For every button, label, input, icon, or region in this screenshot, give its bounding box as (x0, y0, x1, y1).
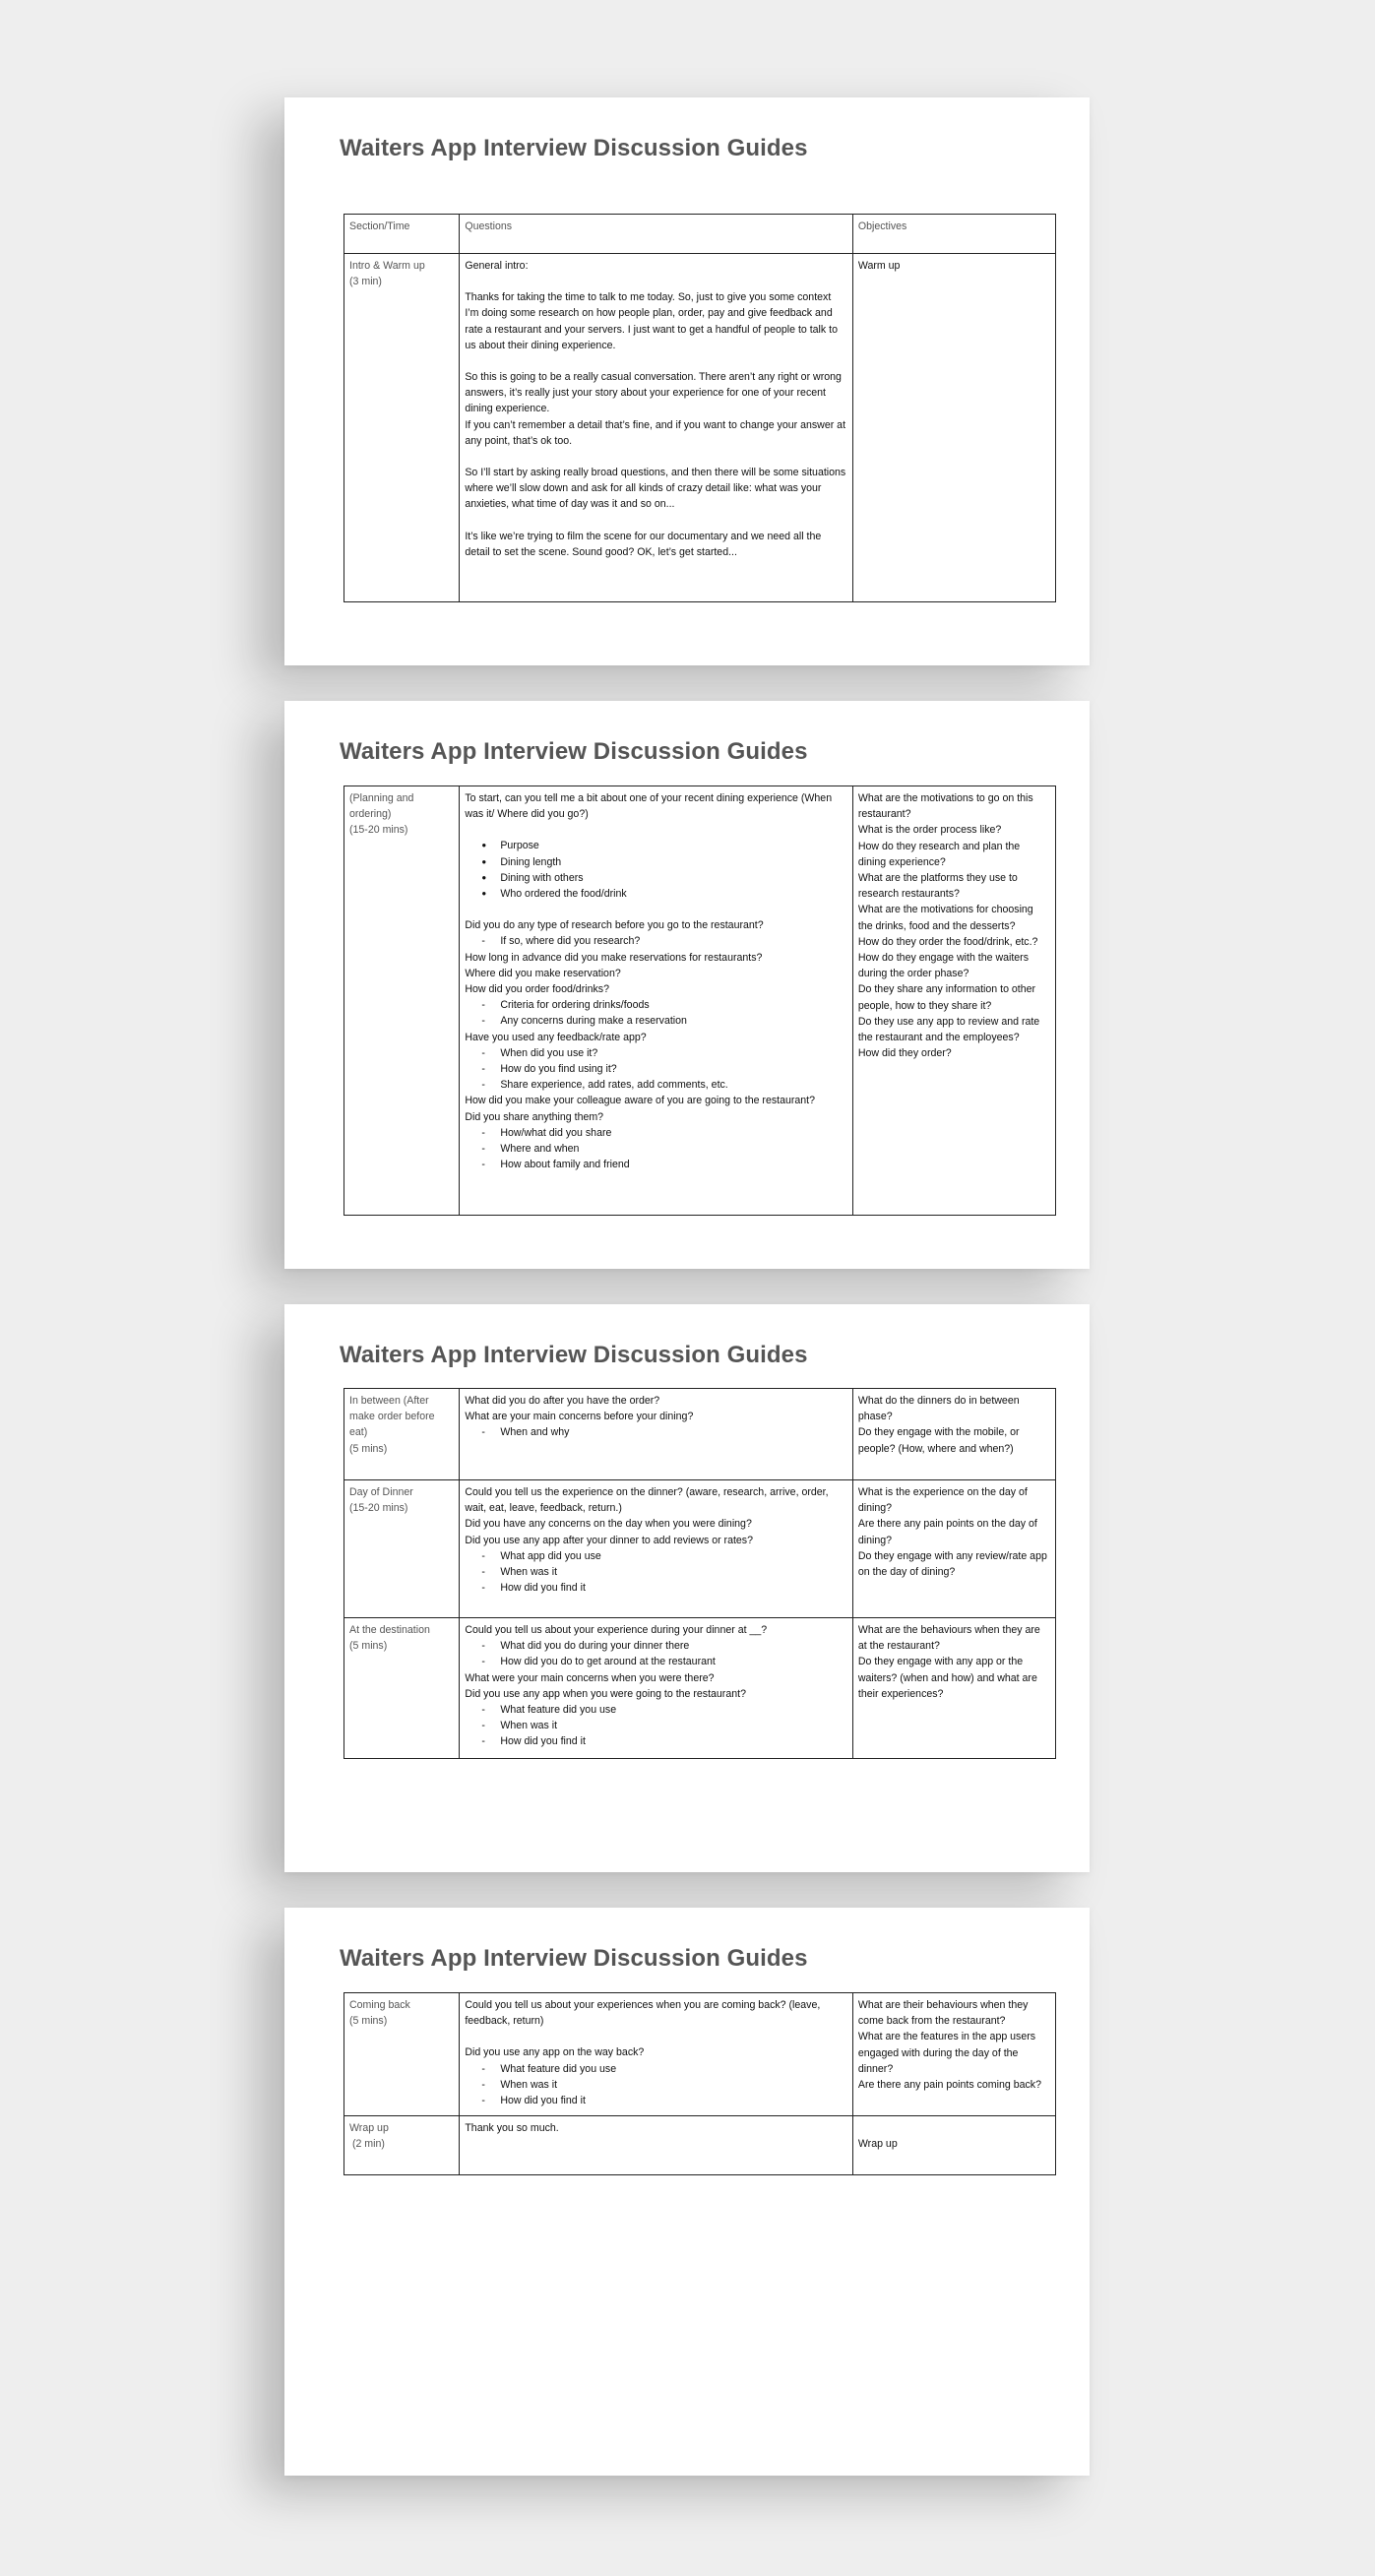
list-item: - Where and when (465, 1141, 847, 1157)
section-cell (344, 1618, 460, 1759)
objectives-cell (852, 1618, 1055, 1759)
list-item: - How/what did you share (465, 1125, 847, 1141)
section-time: (15-20 mins) (349, 824, 408, 837)
objective-text: What do the dinners do in between phase? (857, 1395, 1020, 1423)
question-text: What are your main concerns before your dining? (465, 1411, 694, 1423)
list-item: - What feature did you use (465, 1702, 847, 1718)
section-time: (15-20 mins) (349, 1502, 408, 1515)
question-text: Have you used any feedback/rate app? (465, 1031, 647, 1043)
objective-text: Are there any pain points coming back? (857, 2079, 1041, 2092)
question-text: If you can’t remember a detail that’s fine, and if you want to change your answer at any point, that’s ok too. (465, 418, 846, 447)
list-item: - How did you find it (465, 2093, 847, 2108)
section-label: Wrap up (349, 2122, 389, 2134)
question-text: General intro: (465, 260, 529, 272)
objective-text: What are their behaviours when they come back from the restaurant? (857, 1999, 1029, 2028)
section-cell (344, 1389, 460, 1480)
section-label: eat) (349, 1426, 368, 1439)
page-title: Waiters App Interview Discussion Guides (340, 1342, 808, 1368)
questions-cell (460, 1993, 853, 2116)
objective-text: What are the features in the app users engaged with during the day of the dinner? (857, 2031, 1036, 2075)
section-time: (5 mins) (349, 2015, 388, 2028)
dash-list (465, 1045, 847, 1094)
dash-list (465, 933, 847, 949)
guide-table (344, 785, 1056, 1216)
question-text: So this is going to be a really casual conversation. There aren’t any right or wrong answers, it’s really just your story about your experience for one of your recent dining experience. (465, 371, 842, 415)
questions-cell (460, 1480, 853, 1618)
question-text: Did you have any concerns on the day when you were dining? (465, 1518, 752, 1531)
objective-text: How do they order the food/drink, etc.? (857, 935, 1038, 948)
objective-text: What are the platforms they use to research restaurants? (857, 872, 1018, 901)
header-objectives: Objectives (852, 215, 1055, 254)
question-text: How did you make your colleague aware of you are going to the restaurant? (465, 1095, 816, 1107)
question-text: Could you tell us about your experience during your dinner at __? (465, 1624, 768, 1636)
list-item: - Criteria for ordering drinks/foods (465, 997, 847, 1013)
section-label: In between (After (349, 1395, 429, 1407)
objective-text: What are the motivations for choosing the drinks, food and the desserts? (857, 904, 1033, 932)
section-cell (344, 786, 460, 1216)
question-text: Did you use any app after your dinner to add reviews or rates? (465, 1534, 753, 1546)
question-text: Thank you so much. (465, 2122, 559, 2134)
table-row (344, 2116, 1056, 2175)
header-section-time: Section/Time (344, 215, 460, 254)
section-time: (5 mins) (349, 1640, 388, 1653)
questions-cell (460, 786, 853, 1216)
question-text: How did you order food/drinks? (465, 983, 609, 996)
table-row (344, 1993, 1056, 2116)
list-item: - Any concerns during make a reservation (465, 1013, 847, 1029)
page-3 (284, 1304, 1090, 1872)
objective-text: What are the behaviours when they are at the restaurant? (857, 1624, 1040, 1653)
objectives-cell (852, 786, 1055, 1216)
question-text: Did you share anything them? (465, 1110, 604, 1123)
list-item: - What feature did you use (465, 2061, 847, 2077)
guide-table (344, 1992, 1056, 2175)
list-item: - Share experience, add rates, add comments, etc. (465, 1077, 847, 1093)
dash-list (465, 1702, 847, 1750)
section-label: At the destination (349, 1624, 430, 1636)
objective-text: How do they research and plan the dining experience? (857, 840, 1021, 868)
list-item: ● Purpose (465, 838, 847, 853)
question-text: Did you use any app on the way back? (465, 2046, 645, 2059)
guide-table (344, 1388, 1056, 1759)
objectives-cell (852, 1480, 1055, 1618)
question-text: Did you do any type of research before you go to the restaurant? (465, 919, 764, 932)
table-row (344, 1618, 1056, 1759)
dash-list (465, 1638, 847, 1669)
question-text: Could you tell us the experience on the dinner? (aware, research, arrive, order, wait, eat, leave, feedback, return.) (465, 1486, 829, 1515)
list-item: - How did you do to get around at the restaurant (465, 1654, 847, 1669)
page-title: Waiters App Interview Discussion Guides (340, 738, 808, 765)
question-text: What were your main concerns when you were there? (465, 1671, 715, 1684)
objective-text: How do they engage with the waiters during the order phase? (857, 952, 1030, 980)
list-item: - How do you find using it? (465, 1061, 847, 1077)
section-cell (344, 2116, 460, 2175)
guide-table (344, 214, 1056, 602)
page-title: Waiters App Interview Discussion Guides (340, 135, 808, 161)
section-cell (344, 1993, 460, 2116)
objectives-cell (852, 1993, 1055, 2116)
section-cell (344, 254, 460, 602)
dash-list (465, 2061, 847, 2109)
objectives-cell (852, 254, 1055, 602)
objective-text: Do they engage with any review/rate app on the day of dining? (857, 1549, 1047, 1579)
section-label: Day of Dinner (349, 1486, 413, 1498)
list-item: - What did you do during your dinner there (465, 1638, 847, 1654)
page-title: Waiters App Interview Discussion Guides (340, 1945, 808, 1972)
question-text: It’s like we’re trying to film the scene for our documentary and we need all the detail to set the scene. Sound good? OK, let’s get started... (465, 530, 822, 558)
table-row (344, 1389, 1056, 1480)
objective-text: Warm up (857, 260, 901, 272)
question-text: Where did you make reservation? (465, 967, 621, 979)
question-text: So I’ll start by asking really broad questions, and then there will be some situations where we’ll slow down and ask for all kinds of crazy detail like: what was your anxieties, what time of day was it and so on... (465, 467, 846, 511)
list-item: ● Dining length (465, 854, 847, 870)
section-cell (344, 1480, 460, 1618)
page-2 (284, 701, 1090, 1269)
section-label: (Planning and (349, 792, 414, 804)
header-questions: Questions (460, 215, 853, 254)
questions-cell (460, 254, 853, 602)
objective-text: Are there any pain points on the day of dining? (857, 1518, 1037, 1546)
list-item: - When was it (465, 1564, 847, 1580)
section-label: ordering) (349, 808, 392, 821)
list-item: ● Dining with others (465, 870, 847, 886)
question-text: Did you use any app when you were going to the restaurant? (465, 1687, 746, 1700)
list-item: - When did you use it? (465, 1045, 847, 1061)
question-text: Could you tell us about your experiences when you are coming back? (leave, feedback, return) (465, 1999, 821, 2028)
bullet-list (465, 838, 847, 902)
questions-cell (460, 2116, 853, 2175)
list-item: ● Who ordered the food/drink (465, 886, 847, 902)
list-item: - How did you find it (465, 1733, 847, 1749)
dash-list (465, 1424, 847, 1440)
objective-text: Do they share any information to other people, how to they share it? (857, 983, 1036, 1012)
question-text: To start, can you tell me a bit about one of your recent dining experience (When was it/ Where did you go?) (465, 792, 833, 821)
questions-cell (460, 1389, 853, 1480)
question-text: How long in advance did you make reservations for restaurants? (465, 951, 763, 964)
question-text: Thanks for taking the time to talk to me today. So, just to give you some context I’m doing some research on how people plan, order, pay and give feedback and rate a restaurant and your servers. I just want to get a handful of people to talk to us about their dining experience. (465, 291, 838, 351)
table-row (344, 786, 1056, 1216)
section-time: (3 min) (349, 276, 382, 288)
section-label: Intro & Warm up (349, 260, 425, 272)
objectives-cell (852, 1389, 1055, 1480)
table-row (344, 1480, 1056, 1618)
list-item: - What app did you use (465, 1548, 847, 1564)
list-item: - How did you find it (465, 1580, 847, 1596)
objective-text: What are the motivations to go on this restaurant? (857, 792, 1033, 821)
questions-cell (460, 1618, 853, 1759)
objective-text: How did they order? (857, 1047, 952, 1060)
list-item: - When was it (465, 2077, 847, 2093)
section-time: (2 min) (349, 2138, 385, 2151)
section-label: make order before (349, 1411, 435, 1423)
list-item: - How about family and friend (465, 1157, 847, 1172)
table-row (344, 254, 1056, 602)
page-4 (284, 1908, 1090, 2476)
objectives-cell (852, 2116, 1055, 2175)
objective-text: What is the order process like? (857, 824, 1002, 837)
objective-text: Wrap up (857, 2138, 898, 2150)
section-time: (5 mins) (349, 1442, 388, 1455)
list-item: - When was it (465, 1718, 847, 1733)
objective-text: Do they engage with any app or the waiters? (when and how) and what are their experiences? (857, 1656, 1037, 1700)
objective-text: What is the experience on the day of dining? (857, 1486, 1028, 1515)
objective-text: Do they engage with the mobile, or people? (How, where and when?) (857, 1426, 1020, 1455)
section-label: Coming back (349, 1999, 410, 2011)
objective-text: Do they use any app to review and rate the restaurant and the employees? (857, 1015, 1040, 1044)
table-header-row (344, 215, 1056, 254)
page-1 (284, 97, 1090, 665)
list-item: - If so, where did you research? (465, 933, 847, 949)
dash-list (465, 997, 847, 1029)
dash-list (465, 1125, 847, 1173)
question-text: What did you do after you have the order? (465, 1395, 660, 1407)
list-item: - When and why (465, 1424, 847, 1440)
dash-list (465, 1548, 847, 1597)
